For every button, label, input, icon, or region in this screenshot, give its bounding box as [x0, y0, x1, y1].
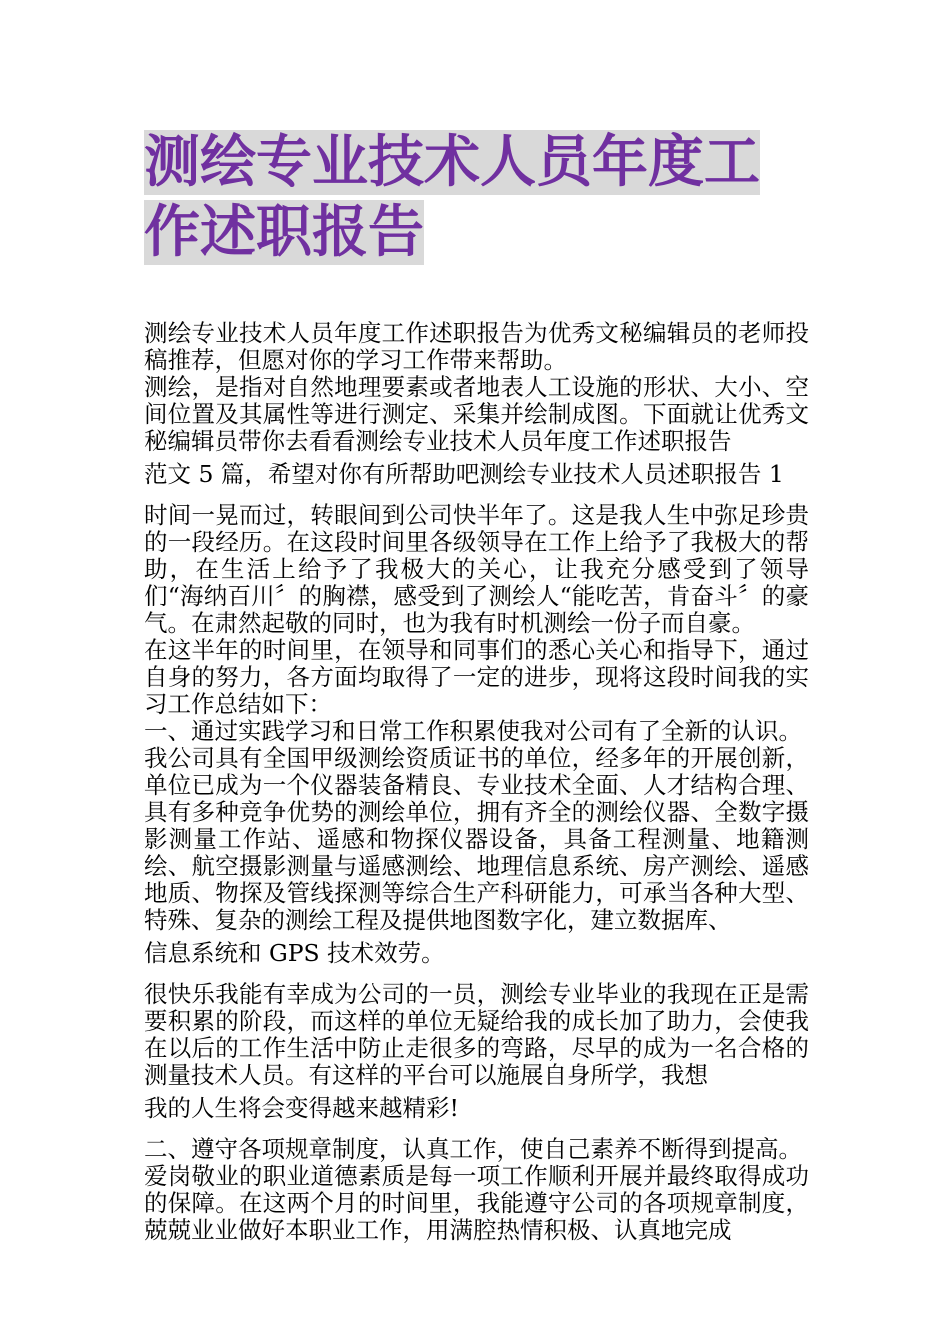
paragraph-sample-note: 范文 5 篇，希望对你有所帮助吧测绘专业技术人员述职报告 1	[144, 460, 784, 488]
document-title	[144, 128, 809, 268]
paragraph-dedication: 爱岗敬业的职业道德素质是每一项工作顺利开展并最终取得成功的保障。在这两个月的时间里，我能遵守公司的各项规章制度，兢兢业业做好本职业工作，用满腔热情积极、认真地完成	[144, 1162, 809, 1244]
paragraph-section-two-heading: 二、遵守各项规章制度，认真工作，使自己素养不断得到提高。	[144, 1135, 802, 1163]
paragraph-half-year: 在这半年的时间里，在领导和同事们的悉心关心和指导下，通过自身的努力，各方面均取得了一定的进步，现将这段时间我的实习工作总结如下：	[144, 636, 809, 718]
document-page	[144, 128, 809, 1244]
paragraph-definition: 测绘，是指对自然地理要素或者地表人工设施的形状、大小、空间位置及其属性等进行测定、采集并绘制成图。下面就让优秀文秘编辑员带你去看看测绘专业技术人员年度工作述职报告	[144, 373, 809, 455]
paragraph-intro: 测绘专业技术人员年度工作述职报告为优秀文秘编辑员的老师投稿推荐，但愿对你的学习工作带来帮助。	[144, 319, 809, 374]
paragraph-happy: 很快乐我能有幸成为公司的一员，测绘专业毕业的我现在正是需要积累的阶段，而这样的单位无疑给我的成长加了助力，会使我在以后的工作生活中防止走很多的弯路，尽早的成为一名合格的测量技术人员。有这样的平台可以施展自身所学，我想	[144, 980, 809, 1089]
paragraph-section-one-heading: 一、通过实践学习和日常工作积累使我对公司有了全新的认识。	[144, 717, 802, 745]
document-title-text: 测绘专业技术人员年度工作述职报告	[144, 130, 760, 265]
paragraph-company: 我公司具有全国甲级测绘资质证书的单位，经多年的开展创新，单位已成为一个仪器装备精良、专业技术全面、人才结构合理、具有多种竞争优势的测绘单位，拥有齐全的测绘仪器、全数字摄影测量工作站、遥感和物探仪器设备，具备工程测量、地籍测绘、航空摄影测量与遥感测绘、地理信息系统、房产测绘、遥感地质、物探及管线探测等综合生产科研能力，可承当各种大型、特殊、复杂的测绘工程及提供地图数字化，建立数据库、	[144, 744, 809, 934]
document-body	[144, 320, 809, 1244]
paragraph-time: 时间一晃而过，转眼间到公司快半年了。这是我人生中弥足珍贵的一段经历。在这段时间里各级领导在工作上给予了我极大的帮助，在生活上给予了我极大的关心，让我充分感受到了领导们“海纳百川〞的胸襟，感受到了测绘人“能吃苦，肯奋斗〞的豪气。在肃然起敬的同时，也为我有时机测绘一份子而自豪。	[144, 501, 809, 637]
paragraph-future: 我的人生将会变得越来越精彩!	[144, 1094, 459, 1122]
paragraph-gps: 信息系统和 GPS 技术效劳。	[144, 939, 445, 967]
